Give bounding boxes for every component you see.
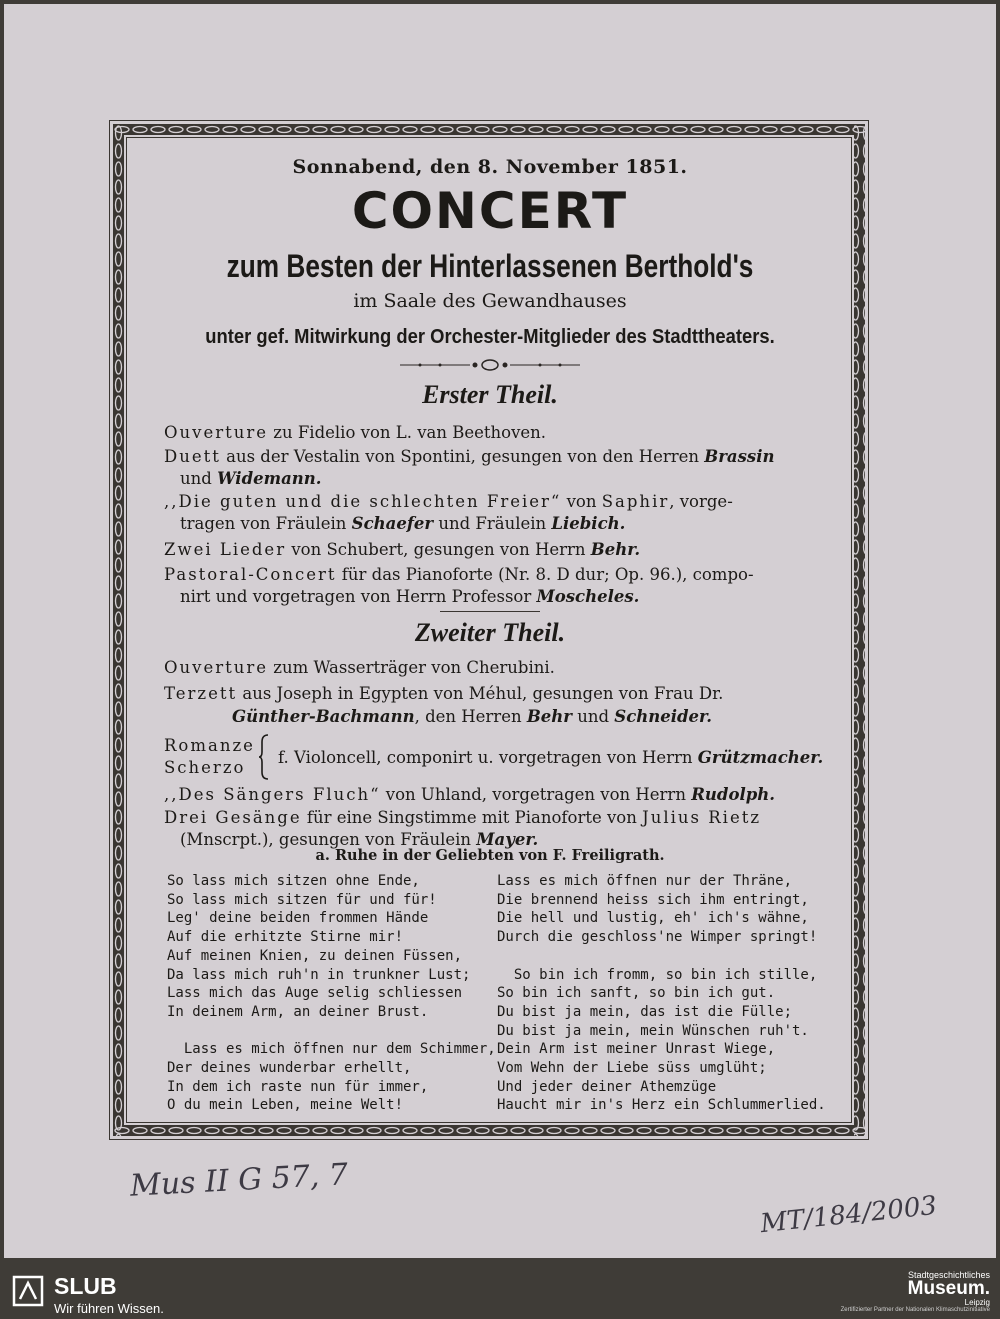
item-text: f. Violoncell, componirt u. vorgetragen von Herrn [278,748,698,767]
item-text: von Schubert, gesungen von Herrn [286,540,591,559]
cooperation-line: unter gef. Mitwirkung der Orchester-Mitglieder des Stadttheaters. [205,326,775,348]
item-text: , den Herren [414,707,527,726]
section-divider [440,611,540,612]
item-text: (Mnscrpt.), gesungen von Fräulein [180,830,477,849]
item-text: von Uhland, vorgetragen von Herrn [380,785,692,804]
item-title: Ouverture [164,423,269,442]
part-two-heading: Zweiter Theil. [414,618,566,647]
program-item-continued [232,705,712,728]
item-text: nirt und vorgetragen von Herrn Professor [180,587,537,606]
item-text: aus Joseph in Egypten von Méhul, gesungen von Frau Dr. [237,684,724,703]
program-item-title [164,734,255,757]
brace-icon [258,734,272,780]
performer-name: Mayer. [476,830,539,849]
handwritten-inventory-number: MT/184/2003 [758,1190,939,1240]
slub-logo-icon [12,1275,44,1307]
performer-name: Grützmacher. [697,748,824,767]
item-title: Romanze [164,736,255,755]
program-item [164,563,754,586]
item-title: Duett [164,447,221,466]
poem-right-column: Lass es mich öffnen nur der Thräne, Die brennend heiss sich ihm entringt, Die hell und lustig, eh' ich's wähne, Durch die geschloss'ne Wimper springt! So bin ich fromm, so bin ich stille, So bin ich sanft, so bin ich gut. Du bist ja mein, das ist die Fülle; Du bist ja mein, mein Wünschen ruh't. Dein Arm ist meiner Unrast Wiege, Vom Wehn der Liebe süss umglüht; Und jeder deiner Athemzüge Haucht mir in's Herz ein Schlummerlied. [497,873,826,1114]
song-heading: a. Ruhe in der Geliebten von F. Freiligrath. [315,847,665,864]
museum-city: Leipzig [964,1298,990,1307]
program-item [164,538,640,561]
item-text: für eine Singstimme mit Pianoforte von [301,808,643,827]
poem-left-column: So lass mich sitzen ohne Ende, So lass mich sitzen für und für! Leg' deine beiden frommen Hände Auf die erhitzte Stirne mir! Auf meinen Knien, zu deinen Füssen, Da lass mich ruh'n in trunkner Lust; Lass mich das Auge selig schliessen In deinem Arm, an deiner Brust. Lass es mich öffnen nur dem Schimmer, Der deines wunderbar erhellt, In dem ich raste nun für immer, O du mein Leben, meine Welt! [167,873,496,1114]
program-item-continued [180,585,639,608]
program-item [164,421,546,444]
item-text: zu Fidelio von L. van Beethoven. [268,423,547,442]
performer-name: Behr [526,707,572,726]
venue-line: im Saale des Gewandhauses [353,290,627,312]
performer-name: Moscheles. [536,587,640,606]
item-title: Ouverture [164,658,269,677]
item-text: von [561,492,602,511]
item-text: aus der Vestalin von Spontini, gesungen von den Herren [220,447,705,466]
program-item [164,490,733,513]
item-title: Drei Gesänge [164,808,302,827]
item-text: und [571,707,615,726]
program-item [164,806,761,829]
item-author: Julius Rietz [642,808,762,827]
ornament-divider [400,358,580,372]
program-item [164,682,723,705]
performer-name: Günther-Bachmann [232,707,415,726]
performer-name: Liebich. [551,514,626,533]
program-item [164,445,774,468]
item-author: Saphir [601,492,670,511]
performer-name: Behr. [590,540,641,559]
item-text: zum Wasserträger von Cherubini. [268,658,555,677]
museum-note: Zertifizierter Partner der Nationalen Klimaschutzinitiative [840,1307,990,1313]
item-text: und Fräulein [433,514,552,533]
program-item-continued [180,512,625,535]
item-title: Zwei Lieder [164,540,287,559]
program-item-title [164,756,245,779]
performer-name: Schneider. [614,707,712,726]
performer-name: Brassin [704,447,775,466]
slub-name: SLUB [54,1273,117,1299]
program-item [164,656,555,679]
performer-name: Widemann. [217,469,322,488]
performer-name: Rudolph. [691,785,776,804]
handwritten-shelfmark: Mus II G 57, 7 [129,1157,349,1204]
item-title: Terzett [164,684,238,703]
museum-logo [841,1270,990,1313]
item-title: ,,Die guten und die schlechten Freier“ [164,492,562,511]
item-text: für das Pianoforte (Nr. 8. D dur; Op. 96.), compo- [336,565,754,584]
item-title: Pastoral-Concert [164,565,337,584]
item-text: tragen von Fräulein [180,514,352,533]
item-text: , vorge- [669,492,733,511]
item-title: ,,Des Sängers Fluch“ [164,785,381,804]
concert-date: Sonnabend, den 8. November 1851. [292,156,688,178]
poster-subtitle: zum Besten der Hinterlassenen Berthold's [226,248,754,284]
poster-title: CONCERT [351,182,629,240]
museum-name: Museum. [907,1278,990,1299]
performer-name: Schaefer [351,514,434,533]
program-item [164,783,775,806]
museum-top-line: Stadtgeschichtliches [907,1270,990,1280]
part-one-heading: Erster Theil. [422,380,558,409]
program-item [278,746,823,769]
item-title: Scherzo [164,758,246,777]
item-text: und [180,469,218,488]
slub-tagline: Wir führen Wissen. [54,1301,164,1316]
program-item-continued [180,467,322,490]
